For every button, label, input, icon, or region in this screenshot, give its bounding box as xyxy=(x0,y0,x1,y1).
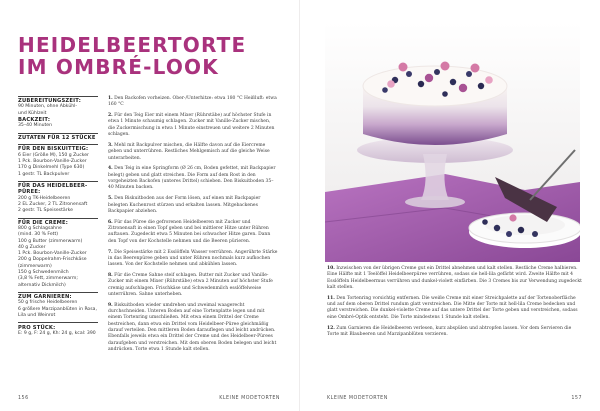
step-10 xyxy=(327,266,582,291)
ingredient-line: 50 g frische Heidelbeeren xyxy=(18,300,78,306)
step-number: 2. xyxy=(108,113,113,119)
ingredients-sponge xyxy=(18,144,98,178)
title-line-1: HEIDELBEERTORTE xyxy=(18,33,247,57)
ingredients-puree xyxy=(18,181,98,215)
nutrition-line: E: 9 g, F: 24 g, Kh: 24 g, kcal: 390 xyxy=(18,330,96,336)
step-number: 12. xyxy=(327,325,335,331)
ingredients-cream xyxy=(18,218,98,289)
page-number-right: 157 xyxy=(571,396,582,401)
step-number: 4. xyxy=(108,166,113,172)
info-line: 90 Minuten, ohne Abkühl- xyxy=(18,104,78,110)
step-number: 11. xyxy=(327,295,335,301)
step-5 xyxy=(108,196,278,215)
running-footer-right: KLEINE MODETORTEN xyxy=(327,396,388,401)
instructions-left xyxy=(108,96,278,358)
step-text: Für das Püree die gefrorenen Heidelbeeren mit Zucker und Zitronensaft in einen Topf geben und bei mittlerer Hitze unter Rühren auftauen. Zugedeckt etwa 5 Minuten bei schwacher Hitze garen. Dann den Topf von der Kochstelle nehmen und die Beeren pürieren. xyxy=(108,219,271,244)
cake-photo xyxy=(325,22,580,262)
step-text: Biskuitboden wieder umdrehen und zweimal waagerecht durchschneiden. Unteren Boden auf eine Tortenplatte legen und mit einem Tortenring umschließen. Mit etwa einem Drittel der Creme bestreichen, dann etwa ein Drittel vom Heidelbeer-Püree gleichmäßig darauf verteilen. Den mittleren Boden darauflegen und leicht andrücken. Ebenfalls jeweils etwa ein Drittel der Creme und des Heidelbeer-Pürees daraufgeben und verstreichen. Mit dem oberen Boden belegen und leicht andrücken. Torte etwa 1 Stunde kalt stellen. xyxy=(108,302,277,352)
step-3 xyxy=(108,143,278,162)
ingredient-line: alternativ Dickmilch) xyxy=(18,282,66,288)
step-8 xyxy=(108,273,278,298)
page-number-left: 156 xyxy=(18,396,29,401)
step-number: 9. xyxy=(108,302,113,308)
ingredients-sidebar xyxy=(18,96,98,337)
step-number: 7. xyxy=(108,249,113,255)
step-number: 3. xyxy=(108,142,113,148)
info-prep-time xyxy=(18,96,98,117)
step-12 xyxy=(327,326,582,339)
ingredient-line: 800 g Schlagsahne xyxy=(18,225,62,231)
step-number: 6. xyxy=(108,219,113,225)
step-text: Inzwischen von der übrigen Creme gut ein Drittel abnehmen und kalt stellen. Restliche Creme halbieren. Eine Hälfte mit 1 Teelöffel Heidelbeerpüree verrühren, sodass sie hell-lila gefärbt wird. Zweite Hälfte mit 4 Esslöffeln Heidelbeermus verrühren und dunkel-violett einfärben. Die 3 Cremes bis zur Verwendung zugedeckt kalt stellen. xyxy=(327,266,582,290)
step-7 xyxy=(108,250,278,269)
info-bake-time xyxy=(18,117,98,130)
ingredient-line: (mind. 30 % Fett) xyxy=(18,232,59,238)
cake-photo-illustration xyxy=(325,22,580,262)
page-title xyxy=(18,34,246,78)
step-number: 5. xyxy=(108,196,113,202)
step-text: Mehl mit Backpulver mischen, die Hälfte davon auf die Eiercreme geben und unterrühren. Restliches Mehlgemisch auf die gleiche Weise unterarbeiten. xyxy=(108,142,270,161)
info-line: 35–40 Minuten xyxy=(18,123,53,129)
ingredient-line: 1 Pck. Bourbon-Vanille-Zucker xyxy=(18,158,87,164)
ingredient-line: 200 g TK-Heidelbeeren xyxy=(18,195,71,201)
step-text: Den Tortenring vorsichtig entfernen. Die weiße Creme mit einer Streichpalette auf der Tortenoberfläche und auf dem oberen Drittel rundum glatt verstreichen. Die Mitte der Torte mit hell-lila Creme bedecken und glatt verstreichen. Die dunkel-violette Creme auf das untere Drittel der Torte geben und verstreichen, sodass eine Ombré-Optik entsteht. Die Torte mindestens 1 Stunde kalt stellen. xyxy=(327,295,578,320)
step-number: 1. xyxy=(108,96,113,101)
ingredient-line: (zimmerwarm) xyxy=(18,263,52,269)
step-text: Die Speisestärke mit 2 Esslöffeln Wasser verrühren. Angerührte Stärke in das Beerenpüree geben und unter Rühren nochmals kurz aufkochen lassen. Von der Kochstelle nehmen und abkühlen lassen. xyxy=(108,249,278,268)
ingredient-line: 200 g Doppelrahm-Frischkäse xyxy=(18,257,87,263)
ingredient-line: Lila und Weinrot xyxy=(18,313,56,319)
ingredient-line: 6 größere Marzipanblüten in Rosa, xyxy=(18,306,97,312)
step-number: 8. xyxy=(108,272,113,278)
step-2 xyxy=(108,113,278,138)
step-text: Den Backofen vorheizen. Ober-/Unterhitze: etwa 180 °C Heißluft: etwa 160 °C xyxy=(108,96,277,108)
ingredient-line: 170 g Dinkelmehl (Type 630) xyxy=(18,165,85,171)
step-4 xyxy=(108,166,278,191)
step-11 xyxy=(327,296,582,321)
step-text: Zum Garnieren die Heidelbeeren verlesen, kurz abspülen und abtropfen lassen. Vor dem Servieren die Torte mit Blaubeeren und Marzipanblüten verzieren. xyxy=(327,325,572,337)
running-footer-left: KLEINE MODETORTEN xyxy=(219,396,280,401)
section-heading: BACKZEIT: xyxy=(18,117,51,124)
ingredients-garnish xyxy=(18,292,98,319)
section-heading: FÜR DAS HEIDELBEER-PÜREE: xyxy=(18,183,88,196)
section-heading: FÜR DEN BISKUITTEIG: xyxy=(18,146,89,153)
step-9 xyxy=(108,303,278,353)
info-line: und Kühlzeit xyxy=(18,110,47,116)
step-text: Für den Teig Eier mit einem Mixer (Rührstäbe) auf höchster Stufe in etwa 1 Minute schaumig schlagen. Zucker mit Vanille-Zucker mischen, die Zuckermischung in etwa 1 Minute einstreuen und weitere 2 Minuten schlagen. xyxy=(108,113,275,138)
section-heading: FÜR DIE CREME: xyxy=(18,219,69,226)
ingredient-line: 2 EL Zucker, 2 TL Zitronensaft xyxy=(18,201,88,207)
section-heading: ZUTATEN FÜR 12 STÜCKE xyxy=(18,134,96,141)
step-text: Für die Creme Sahne steif schlagen. Butter mit Zucker und Vanille-Zucker mit einem Mixer (Rührstäbe) etwa 2 Minuten auf höchster Stufe cremig aufschlagen. Frischkäse und Schwedenmilch esslöffelweise unterrühren. Sahne unterheben. xyxy=(108,272,273,297)
step-text: Den Biskuitboden aus der Form lösen, auf einen mit Backpapier belegten Kuchenrost stürzen und erkalten lassen. Mitgebackenes Backpapier abziehen. xyxy=(108,196,261,214)
section-heading: ZUM GARNIEREN: xyxy=(18,294,72,301)
nutrition-info xyxy=(18,322,98,337)
step-text: Den Teig in eine Springform (Ø 26 cm, Boden gefettet, mit Backpapier belegt) geben und glatt streichen. Die Form auf dem Rost in den vorgeheizten Backofen (unteres Drittel) schieben. Den Biskuitboden 35–40 Minuten backen. xyxy=(108,166,276,191)
ingredient-line: 100 g Butter (zimmerwarm) xyxy=(18,238,83,244)
step-number: 10. xyxy=(327,266,335,271)
ingredient-line: (3,8 % Fett, zimmerwarm; xyxy=(18,276,78,282)
ingredient-line: 40 g Zucker xyxy=(18,244,46,250)
ingredient-line: 1 Pck. Bourbon-Vanille-Zucker xyxy=(18,251,87,257)
ingredient-line: 1 gestr. TL Backpulver xyxy=(18,171,70,177)
ingredient-line: 2 gestr. TL Speisestärke xyxy=(18,208,73,214)
step-6 xyxy=(108,220,278,245)
servings-heading xyxy=(18,133,98,141)
ingredient-line: 6 Eier (Größe M), 150 g Zucker xyxy=(18,152,89,158)
step-1 xyxy=(108,96,278,109)
section-heading: ZUBEREITUNGSZEIT: xyxy=(18,98,81,105)
section-heading: PRO STÜCK: xyxy=(18,324,56,331)
instructions-right xyxy=(327,266,582,343)
title-line-2: IM OMBRÉ-LOOK xyxy=(18,55,219,79)
ingredient-line: 150 g Schwedenmilch xyxy=(18,270,69,276)
